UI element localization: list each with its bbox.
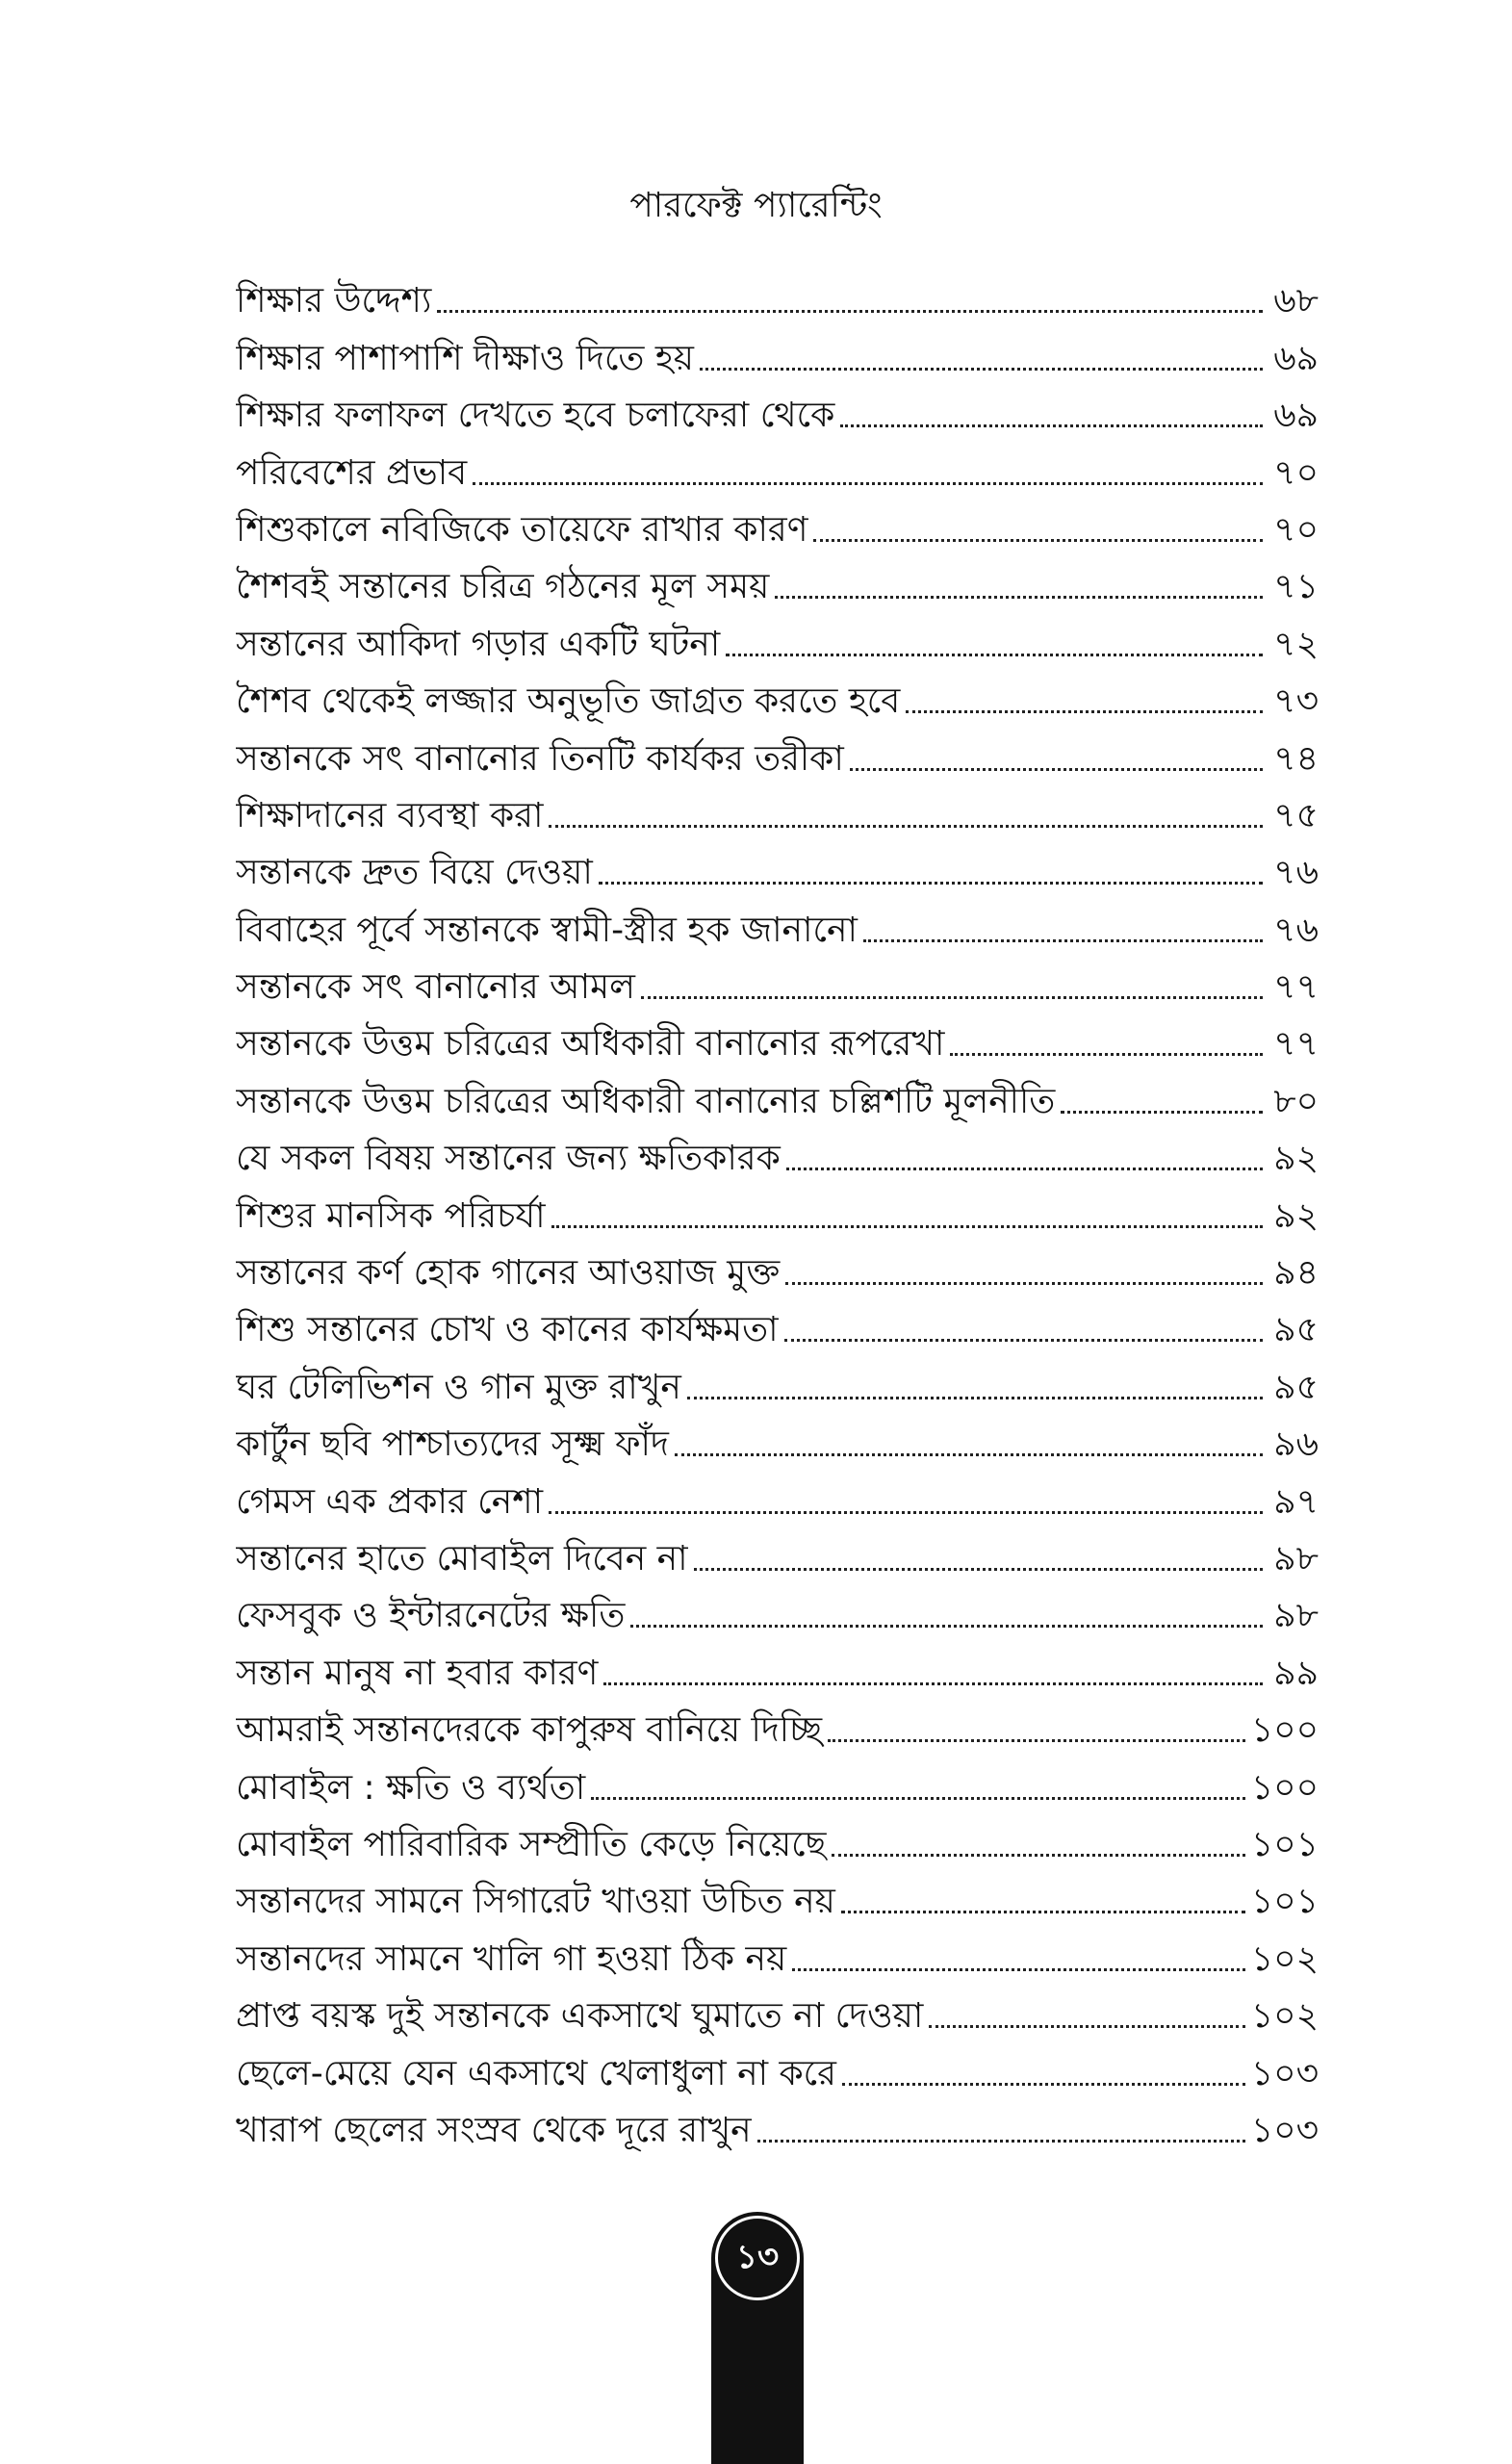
toc-entry-title: সন্তানের হাতে মোবাইল দিবেন না — [236, 1538, 688, 1578]
toc-entry-page: ৯৮ — [1273, 1596, 1319, 1636]
dot-leader — [757, 2139, 1245, 2143]
dot-leader — [784, 1338, 1263, 1342]
toc-entry — [236, 499, 1319, 555]
toc-entry-page: ৭১ — [1273, 567, 1319, 607]
toc-entry-title: সন্তানকে সৎ বানানোর তিনটি কার্যকর তরীকা — [236, 738, 844, 779]
toc-entry — [236, 2099, 1319, 2156]
toc-entry — [236, 1813, 1319, 1870]
toc-entry — [236, 555, 1319, 612]
page-number: ১৩ — [715, 2216, 800, 2300]
toc-entry — [236, 898, 1319, 955]
toc-entry — [236, 1069, 1319, 1126]
toc-entry — [236, 1641, 1319, 1698]
running-header: পারফেক্ট প্যারেন্টিং — [629, 186, 883, 225]
toc-entry — [236, 612, 1319, 669]
toc-entry-title: ছেলে-মেয়ে যেন একসাথে খেলাধুলা না করে — [236, 2053, 836, 2093]
toc-entry-title: শৈশব থেকেই লজ্জার অনুভূতি জাগ্রত করতে হবে — [236, 681, 901, 722]
dot-leader — [694, 1567, 1263, 1571]
toc-entry-title: পরিবেশের প্রভাব — [236, 452, 468, 493]
toc-entry-title: ঘর টেলিভিশন ও গান মুক্ত রাখুন — [236, 1367, 681, 1407]
toc-entry-page: ৭৬ — [1273, 910, 1319, 950]
toc-entry-title: শিশুর মানসিক পরিচর্যা — [236, 1195, 546, 1236]
toc-entry — [236, 441, 1319, 498]
toc-entry-title: শিশু সন্তানের চোখ ও কানের কার্যক্ষমতা — [236, 1310, 779, 1350]
dot-leader — [549, 1510, 1263, 1514]
toc-entry — [236, 2041, 1319, 2098]
toc-entry-page: ৭৪ — [1273, 738, 1319, 779]
toc-entry-page: ১০১ — [1250, 1824, 1319, 1864]
toc-entry-page: ১০২ — [1250, 1938, 1319, 1979]
toc-entry-page: ৯৪ — [1273, 1253, 1319, 1294]
toc-entry-title: সন্তানের কর্ণ হোক গানের আওয়াজ মুক্ত — [236, 1253, 781, 1294]
dot-leader — [437, 309, 1263, 313]
dot-leader — [700, 367, 1263, 371]
dot-leader — [950, 1052, 1263, 1056]
dot-leader — [828, 1738, 1245, 1742]
toc-entry-page: ৭৬ — [1273, 853, 1319, 893]
toc-entry — [236, 784, 1319, 841]
dot-leader — [785, 1281, 1263, 1285]
dot-leader — [775, 595, 1263, 599]
dot-leader — [850, 767, 1263, 771]
toc-entry-title: সন্তান মানুষ না হবার কারণ — [236, 1653, 599, 1693]
dot-leader — [906, 709, 1263, 713]
toc-entry-title: ফেসবুক ও ইন্টারনেটের ক্ষতি — [236, 1596, 626, 1636]
toc-entry-page: ১০০ — [1250, 1710, 1319, 1751]
toc-entry-page: ১০২ — [1250, 1996, 1319, 2037]
toc-entry-page: ৬৮ — [1273, 281, 1319, 321]
toc-entry — [236, 1127, 1319, 1184]
toc-entry — [236, 1927, 1319, 1984]
toc-entry — [236, 270, 1319, 326]
dot-leader — [549, 824, 1263, 828]
dot-leader — [675, 1452, 1263, 1456]
dot-leader — [842, 2082, 1245, 2086]
toc-entry — [236, 1298, 1319, 1355]
dot-leader — [603, 1681, 1263, 1685]
toc-entry-title: বিবাহের পূর্বে সন্তানকে স্বামী-স্ত্রীর হক জানানো — [236, 910, 858, 950]
toc-entry-title: সন্তানের আকিদা গড়ার একটি ঘটনা — [236, 624, 721, 664]
toc-entry-page: ৯২ — [1273, 1195, 1319, 1236]
toc-entry-page: ৭৩ — [1273, 681, 1319, 722]
toc-entry-page: ৮০ — [1273, 1081, 1319, 1121]
toc-entry-page: ৯৯ — [1273, 1653, 1319, 1693]
toc-entry-page: ৭৫ — [1273, 795, 1319, 835]
toc-entry-page: ৬৯ — [1273, 396, 1319, 436]
toc-entry — [236, 1985, 1319, 2041]
toc-entry-title: গেমস এক প্রকার নেশা — [236, 1481, 544, 1522]
toc-entry — [236, 956, 1319, 1013]
toc-entry-page: ১০৩ — [1250, 2110, 1319, 2150]
dot-leader — [1061, 1110, 1263, 1114]
toc-entry-title: যে সকল বিষয় সন্তানের জন্য ক্ষতিকারক — [236, 1139, 781, 1179]
dot-leader — [473, 481, 1263, 485]
dot-leader — [641, 995, 1263, 999]
toc-entry-title: খারাপ ছেলের সংস্রব থেকে দূরে রাখুন — [236, 2110, 752, 2150]
dot-leader — [630, 1624, 1263, 1628]
toc-entry-page: ৭৭ — [1273, 967, 1319, 1008]
toc-entry — [236, 1699, 1319, 1756]
toc-entry — [236, 1756, 1319, 1812]
toc-entry-page: ৯৭ — [1273, 1481, 1319, 1522]
toc-entry — [236, 1413, 1319, 1470]
toc-entry — [236, 1013, 1319, 1069]
toc-entry-title: শিক্ষাদানের ব্যবস্থা করা — [236, 795, 544, 835]
dot-leader — [832, 1853, 1244, 1857]
toc-entry — [236, 1470, 1319, 1527]
dot-leader — [929, 2024, 1245, 2028]
toc-entry — [236, 384, 1319, 441]
toc-entry-title: মোবাইল পারিবারিক সম্প্রীতি কেড়ে নিয়েছে — [236, 1824, 827, 1864]
toc-entry-title: আমরাই সন্তানদেরকে কাপুরুষ বানিয়ে দিচ্ছি — [236, 1710, 823, 1751]
dot-leader — [687, 1396, 1263, 1399]
toc-entry — [236, 841, 1319, 898]
toc-entry-title: সন্তানকে সৎ বানানোর আমল — [236, 967, 635, 1008]
dot-leader — [841, 1910, 1245, 1913]
toc-entry-title: সন্তানকে উত্তম চরিত্রের অধিকারী বানানোর চল্লিশটি মূলনীতি — [236, 1081, 1056, 1121]
toc-entry-page: ১০৩ — [1250, 2053, 1319, 2093]
toc-entry-title: শিক্ষার উদ্দেশ্য — [236, 281, 432, 321]
toc-entry-page: ৬৯ — [1273, 338, 1319, 378]
toc-entry-title: সন্তানকে দ্রুত বিয়ে দেওয়া — [236, 853, 593, 893]
toc-entry — [236, 1355, 1319, 1412]
toc-entry-title: শৈশবই সন্তানের চরিত্র গঠনের মূল সময় — [236, 567, 770, 607]
toc-entry-title: শিক্ষার পাশাপাশি দীক্ষাও দিতে হয় — [236, 338, 694, 378]
toc-entry — [236, 1870, 1319, 1927]
toc-entry-page: ৭৭ — [1273, 1024, 1319, 1065]
toc-entry-page: ১০১ — [1250, 1882, 1319, 1922]
toc-entry-title: সন্তানদের সামনে সিগারেট খাওয়া উচিত নয় — [236, 1882, 835, 1922]
dot-leader — [551, 1224, 1263, 1228]
dot-leader — [863, 938, 1263, 942]
toc-entry-title: শিক্ষার ফলাফল দেখতে হবে চলাফেরা থেকে — [236, 396, 835, 436]
toc-entry-title: সন্তানকে উত্তম চরিত্রের অধিকারী বানানোর রূপরেখা — [236, 1024, 945, 1065]
toc-entry-page: ৯৫ — [1273, 1367, 1319, 1407]
dot-leader — [726, 653, 1263, 656]
dot-leader — [786, 1167, 1263, 1170]
toc-entry-title: কার্টুন ছবি পাশ্চাত্যদের সূক্ষ্ম ফাঁদ — [236, 1424, 669, 1465]
toc-entry-page: ৯৫ — [1273, 1310, 1319, 1350]
toc-entry — [236, 727, 1319, 783]
dot-leader — [591, 1796, 1245, 1800]
toc-entry-page: ১০০ — [1250, 1767, 1319, 1808]
table-of-contents — [236, 270, 1319, 2156]
dot-leader — [840, 424, 1263, 427]
toc-entry-title: শিশুকালে নবিজিকে তায়েফে রাখার কারণ — [236, 509, 808, 550]
toc-entry-page: ৭০ — [1273, 452, 1319, 493]
dot-leader — [792, 1967, 1245, 1971]
toc-entry — [236, 1527, 1319, 1584]
toc-entry-page: ৯৬ — [1273, 1424, 1319, 1465]
dot-leader — [599, 881, 1263, 885]
dot-leader — [813, 538, 1263, 542]
toc-entry-title: প্রাপ্ত বয়স্ক দুই সন্তানকে একসাথে ঘুমাতে না দেওয়া — [236, 1996, 924, 2037]
toc-entry-title: সন্তানদের সামনে খালি গা হওয়া ঠিক নয় — [236, 1938, 787, 1979]
toc-entry-title: মোবাইল : ক্ষতি ও ব্যর্থতা — [236, 1767, 586, 1808]
toc-entry — [236, 1584, 1319, 1641]
toc-entry — [236, 1184, 1319, 1241]
toc-entry-page: ৭২ — [1273, 624, 1319, 664]
toc-entry — [236, 670, 1319, 727]
toc-entry — [236, 326, 1319, 383]
toc-entry-page: ৯২ — [1273, 1139, 1319, 1179]
toc-entry-page: ৭০ — [1273, 509, 1319, 550]
toc-entry-page: ৯৮ — [1273, 1538, 1319, 1578]
toc-entry — [236, 1242, 1319, 1298]
